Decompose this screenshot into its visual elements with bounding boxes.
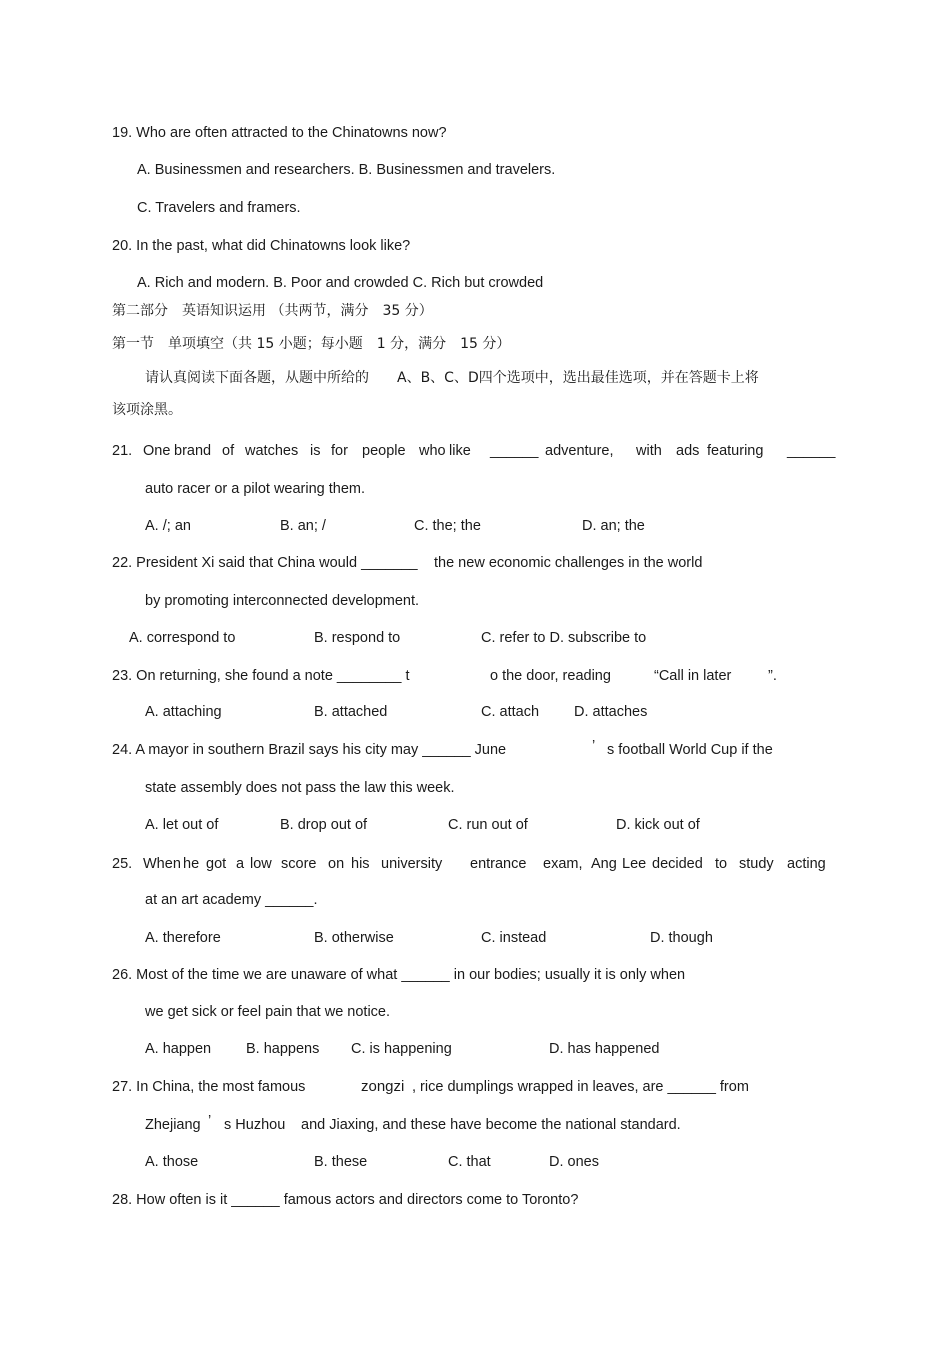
- q25-w3: got: [206, 856, 227, 872]
- q22-stem-b: the new economic challenges in the world: [434, 555, 703, 571]
- q21-w0: 21.: [112, 443, 133, 459]
- q25-w12: Ang: [591, 856, 617, 872]
- q22-stem-a: 22. President Xi said that China would _______: [112, 555, 418, 571]
- q23-option-a: A. attaching: [145, 704, 222, 720]
- q25-option-d: D. though: [650, 930, 713, 946]
- q21-option-d: D. an; the: [582, 518, 645, 534]
- q19-option-c: C. Travelers and framers.: [137, 200, 301, 216]
- q23-stem-c: “Call in later: [654, 668, 732, 684]
- q23-option-d: D. attaches: [574, 704, 648, 720]
- q23-stem-b: o the door, reading: [490, 668, 611, 684]
- q23-option-c: C. attach: [481, 704, 540, 720]
- q24-option-d: D. kick out of: [616, 817, 700, 833]
- q21-w12: with: [636, 443, 662, 459]
- q24-stem-line-2: state assembly does not pass the law this week.: [145, 780, 455, 796]
- q21-option-c: C. the; the: [414, 518, 481, 534]
- q21-w1: One: [143, 443, 171, 459]
- instruction-line-2: 该项涂黑。: [112, 402, 182, 418]
- q25-w13: Lee: [622, 856, 647, 872]
- q21-option-a: A. /; an: [145, 518, 191, 534]
- q21-w2: brand: [174, 443, 212, 459]
- q27-stem-a: 27. In China, the most famous: [112, 1079, 306, 1095]
- q25-w8: his: [351, 856, 370, 872]
- instruction-line-1: 请认真阅读下面各题，从题中所给的 A、B、C、D四个选项中，选出最佳选项，并在答题卡上将: [145, 370, 759, 386]
- q19-options-ab: A. Businessmen and researchers. B. Businessmen and travelers.: [137, 162, 556, 178]
- q25-w9: university: [381, 856, 443, 872]
- q27-stem-c: , rice dumplings wrapped in leaves, are ______ from: [412, 1079, 749, 1095]
- q21-option-b: B. an; /: [280, 518, 326, 534]
- q21-w4: watches: [245, 443, 299, 459]
- q26-option-a: A. happen: [145, 1041, 212, 1057]
- q24-option-a: A. let out of: [145, 817, 219, 833]
- q21-w14: featuring: [707, 443, 764, 459]
- section1-heading: 第一节 单项填空（共 15 小题；每小题 1 分，满分 15 分）: [112, 336, 511, 352]
- q21-stem-line-2: auto racer or a pilot wearing them.: [145, 481, 366, 497]
- q27-stem-2c: s Huzhou: [224, 1117, 286, 1133]
- q22-option-a: A. correspond to: [129, 630, 236, 646]
- q21-w13: ads: [676, 443, 700, 459]
- q25-w0: 25.: [112, 856, 133, 872]
- part2-heading: 第二部分 英语知识运用 （共两节，满分 35 分）: [112, 303, 433, 319]
- q27-option-c: C. that: [448, 1154, 491, 1170]
- q25-w11: exam,: [543, 856, 583, 872]
- q21-w9: like: [449, 443, 471, 459]
- q20-options: A. Rich and modern. B. Poor and crowded C. Rich but crowded: [137, 275, 544, 291]
- q25-w17: acting: [787, 856, 826, 872]
- q25-w14: decided: [652, 856, 703, 872]
- q21-w11: adventure,: [545, 443, 614, 459]
- q25-w15: to: [715, 856, 728, 872]
- q26-stem-line-2: we get sick or feel pain that we notice.: [145, 1004, 391, 1020]
- q25-w6: score: [281, 856, 317, 872]
- q23-option-b: B. attached: [314, 704, 388, 720]
- q21-blank-2: ______: [787, 443, 836, 459]
- q24-stem-c: s football World Cup if the: [607, 742, 773, 758]
- q25-w16: study: [739, 856, 774, 872]
- q24-option-c: C. run out of: [448, 817, 528, 833]
- q25-stem-line-2: at an art academy ______.: [145, 892, 318, 908]
- q27-stem-zongzi: zongzi: [361, 1078, 405, 1095]
- q26-stem: 26. Most of the time we are unaware of what ______ in our bodies; usually it is only when: [112, 967, 686, 983]
- q26-option-c: C. is happening: [351, 1041, 452, 1057]
- q22-stem-line-2: by promoting interconnected development.: [145, 593, 420, 609]
- q27-option-d: D. ones: [549, 1154, 599, 1170]
- q22-option-cd: C. refer to D. subscribe to: [481, 630, 647, 646]
- q25-w5: low: [250, 856, 272, 872]
- q26-option-b: B. happens: [246, 1041, 320, 1057]
- q27-option-a: A. those: [145, 1154, 199, 1170]
- q25-w2: he: [183, 856, 200, 872]
- q21-w5: is: [310, 443, 321, 459]
- q19-stem: 19. Who are often attracted to the Chinatowns now?: [112, 125, 447, 141]
- q27-stem-2b: ’: [208, 1113, 212, 1129]
- q25-w7: on: [328, 856, 345, 872]
- q24-option-b: B. drop out of: [280, 817, 368, 833]
- q28-stem: 28. How often is it ______ famous actors and directors come to Toronto?: [112, 1192, 579, 1208]
- q20-stem: 20. In the past, what did Chinatowns look like?: [112, 238, 411, 254]
- q27-option-b: B. these: [314, 1154, 368, 1170]
- q24-stem-a: 24. A mayor in southern Brazil says his city may ______ June: [112, 742, 507, 758]
- q21-w7: people: [362, 443, 406, 459]
- q21-w8: who: [419, 443, 446, 459]
- q21-w3: of: [222, 443, 235, 459]
- q24-stem-b: ’: [592, 738, 596, 754]
- q25-w1: When: [143, 856, 181, 872]
- q25-option-a: A. therefore: [145, 930, 221, 946]
- q26-option-d: D. has happened: [549, 1041, 660, 1057]
- q25-option-c: C. instead: [481, 930, 547, 946]
- q21-w6: for: [331, 443, 348, 459]
- q25-w10: entrance: [470, 856, 527, 872]
- q21-blank-1: ______: [490, 443, 539, 459]
- q27-stem-2d: and Jiaxing, and these have become the national standard.: [301, 1117, 681, 1133]
- q25-option-b: B. otherwise: [314, 930, 394, 946]
- q23-stem-a: 23. On returning, she found a note ________ t: [112, 668, 410, 684]
- q25-w4: a: [236, 856, 245, 872]
- q27-stem-2a: Zhejiang: [145, 1117, 201, 1133]
- q22-option-b: B. respond to: [314, 630, 401, 646]
- q23-stem-d: ”.: [768, 668, 777, 684]
